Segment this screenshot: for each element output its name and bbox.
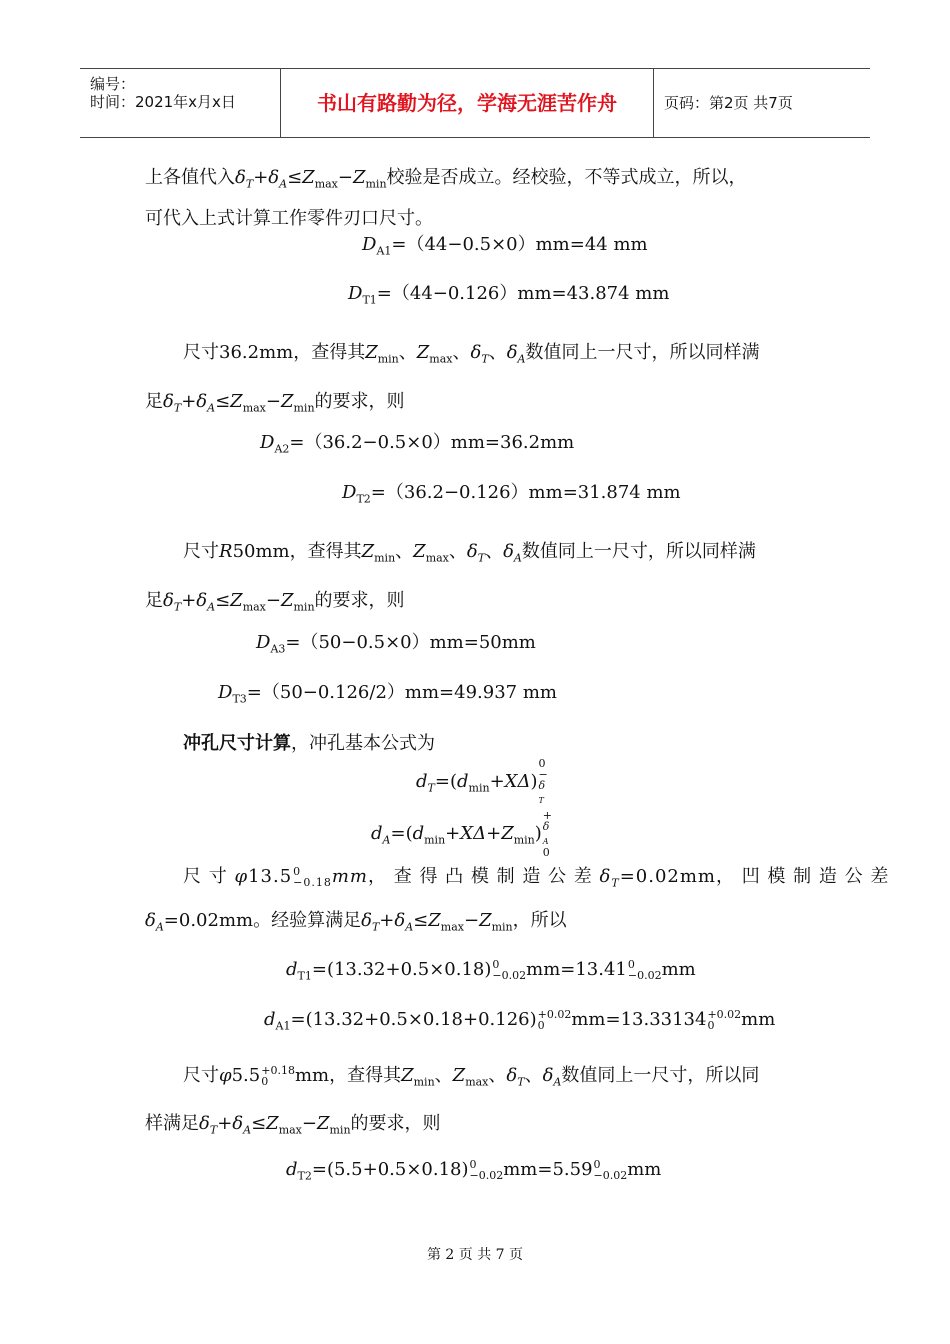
page-header bbox=[80, 68, 870, 138]
header-info-cell bbox=[80, 69, 281, 137]
body-line-3: 尺寸36.2mm，查得其$Z_{min}$、$Z_{max}$、$\delta_T$、$\delta_A$数值同上一尺寸，所以同样满 bbox=[183, 342, 760, 366]
formula-dt2: $D_{T2}=(36.2-0.126)mm=31.874$ mm bbox=[342, 482, 681, 506]
header-motto: 书山有路勤为径，学海无涯苦作舟 bbox=[281, 69, 654, 137]
body-line-5: 尺寸R50mm，查得其$Z_{min}$、$Z_{max}$、$\delta_T$、$\delta_A$数值同上一尺寸，所以同样满 bbox=[183, 541, 756, 565]
body-line-1: 上各值代入$\delta_T+\delta_A\le Z_{max}-Z_{min}$校验是否成立。经校验，不等式成立，所以， bbox=[145, 167, 747, 191]
formula-da1-hole: $d_{A1}=(13.32+0.5\times 0.18+0.126)$ +0.02 0 mm=13.33134 +0.02 0 mm bbox=[264, 1008, 776, 1033]
formula-da3: $D_{A3}=(50-0.5\times 0)mm=50mm$ bbox=[256, 632, 536, 656]
body-line-2: 可代入上式计算工作零件刃口尺寸。 bbox=[145, 208, 433, 229]
header-page-label: 页码：第2页 共7页 bbox=[664, 94, 793, 112]
body-line-4: 足$\delta_T+\delta_A\le Z_{max}-Z_{min}$的要求，则 bbox=[145, 391, 405, 415]
time-label: 时间：2021年x月x日 bbox=[90, 93, 236, 111]
number-label: 编号： bbox=[90, 75, 136, 93]
section-heading bbox=[183, 731, 435, 757]
body-line-8: $\delta_A=0.02mm$。经验算满足$\delta_T+\delta_A\le Z_{max}-Z_{min}$，所以 bbox=[145, 910, 567, 934]
heading-bold: 冲孔尺寸计算 bbox=[183, 733, 291, 754]
body-line-7: 尺 寸 φ13.5 0 −0.18 mm， 查 得 凸 模 制 造 公 差 $\delta_T=0.02mm$， 凹 模 制 造 公 差 bbox=[183, 865, 890, 890]
formula-da1: $D_{A1}=(44-0.5\times 0)mm=44$ mm bbox=[362, 234, 648, 258]
body-line-9: 尺寸φ5.5 +0.18 0 mm，查得其$Z_{min}$、$Z_{max}$、$\delta_T$、$\delta_A$数值同上一尺寸，所以同 bbox=[183, 1064, 760, 1089]
formula-dt-basic: $d_T=(d_{min}+X\Delta)$ 0 − δ $_T$ bbox=[416, 757, 548, 806]
formula-dt1-hole: $d_{T1}=(13.32+0.5\times 0.18)$ 0 −0.02 mm=13.41 0 −0.02 mm bbox=[286, 958, 696, 983]
body-line-6: 足$\delta_T+\delta_A\le Z_{max}-Z_{min}$的要求，则 bbox=[145, 590, 405, 614]
formula-dt3: $D_{T3}=(50-0.126/2)mm=49.937$ mm bbox=[218, 682, 557, 706]
formula-dt2-hole: $d_{T2}=(5.5+0.5\times 0.18)$ 0 −0.02 mm=5.59 0 −0.02 mm bbox=[286, 1158, 662, 1183]
formula-da2: $D_{A2}=(36.2-0.5\times 0)mm=36.2mm$ bbox=[260, 432, 575, 456]
body-line-10: 样满足$\delta_T+\delta_A\le Z_{max}-Z_{min}$的要求，则 bbox=[145, 1113, 441, 1137]
formula-dt1: $D_{T1}=(44-0.126)mm=43.874$ mm bbox=[348, 283, 670, 307]
page-footer: 第 2 页 共 7 页 bbox=[426, 1247, 524, 1263]
heading-rest: ，冲孔基本公式为 bbox=[291, 733, 435, 754]
formula-da-basic: $d_A=(d_{min}+X\Delta+Z_{min})$ + δ $_A$ 0 bbox=[371, 809, 552, 860]
